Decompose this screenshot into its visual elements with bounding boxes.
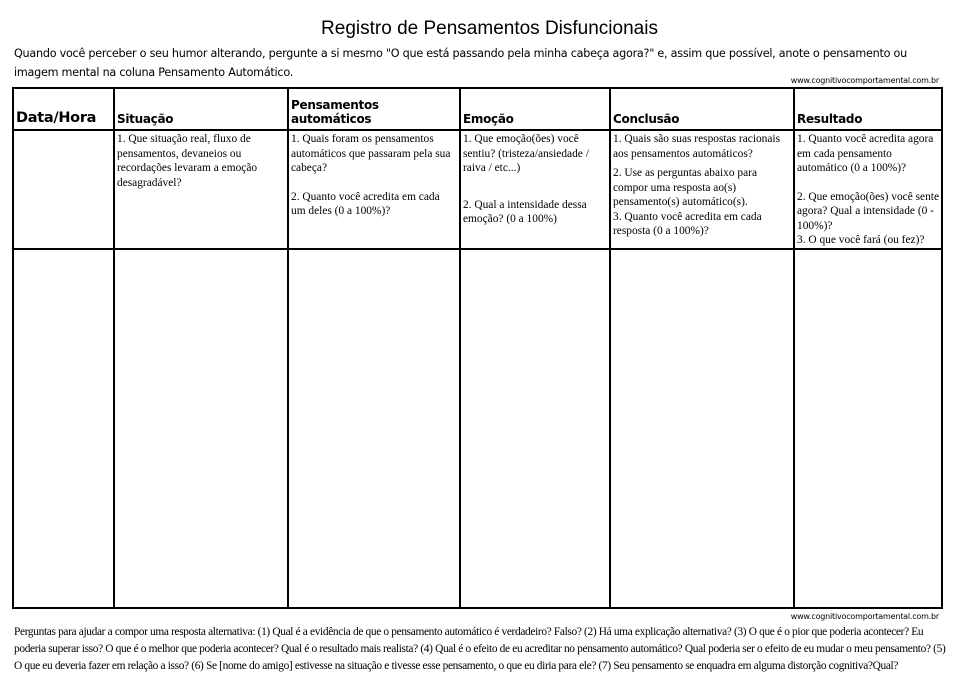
question: 2. Quanto você acredita em cada um deles (0 a 100%)? — [291, 190, 440, 217]
column-header-conclusao: Conclusão — [610, 88, 794, 130]
column-header-emocao: Emoção — [460, 88, 610, 130]
header-row — [13, 88, 942, 130]
website-url-bottom: www.cognitivocomportamental.com.br — [790, 612, 939, 621]
entry-cell-conclusao[interactable] — [610, 249, 794, 608]
entry-cell-emocao[interactable] — [460, 249, 610, 608]
question: 3. O que você fará (ou fez)? — [797, 234, 925, 246]
question: 2. Qual a intensidade dessa emoção? (0 a 100%) — [463, 198, 587, 225]
column-header-pensamentos: Pensamentos automáticos — [288, 88, 460, 130]
question: 3. Quanto você acredita em cada resposta (0 a 100%)? — [613, 210, 762, 237]
question: 1. Que emoção(ões) você sentiu? (tristeza/ansiedade / raiva / etc...) — [463, 133, 589, 174]
entry-cell-data-hora[interactable] — [13, 249, 114, 608]
thought-record-table — [12, 87, 943, 609]
question: 1. Quais são suas respostas racionais aos pensamentos automáticos? — [613, 133, 781, 160]
cell-situacao-guide — [114, 130, 288, 249]
column-header-data-hora: Data/Hora — [13, 88, 114, 130]
entry-cell-resultado[interactable] — [794, 249, 942, 608]
guide-questions-row — [13, 130, 942, 249]
cell-emocao-guide — [460, 130, 610, 249]
footer-questions: Perguntas para ajudar a compor uma resposta alternativa: (1) Qual é a evidência de que o pensamento automático é verdadeiro? Falso? (2) Há uma explicação alternativa? (3) O que é o pior que poderia acontecer? Eu poderia superar isso? O que é o melhor que poderia acontecer? Qual é o resultado mais realista? (4) Qual é o efeito de eu acreditar no pensamento automático? Qual poderia ser o efeito de eu mudar o meu pensamento? (5) O que eu deveria fazer em relação a isso? (6) Se [nome do amigo] estivesse na situação e tivesse esse pensamento, o que eu diria para ele? (7) Seu pensamento se enquadra em alguma distorção cognitiva?Qual? — [14, 626, 946, 672]
question: 1. Que situação real, fluxo de pensamentos, devaneios ou recordações levaram a emoção desagradável? — [117, 133, 258, 189]
cell-data-hora-guide — [13, 130, 114, 249]
cell-resultado-guide — [794, 130, 942, 249]
question: 1. Quais foram os pensamentos automáticos que passaram pela sua cabeça? — [291, 133, 451, 174]
entry-cell-pensamentos[interactable] — [288, 249, 460, 608]
page-title: Registro de Pensamentos Disfuncionais — [321, 18, 658, 39]
question: 1. Quanto você acredita agora em cada pensamento automático (0 a 100%)? — [797, 133, 934, 174]
column-header-resultado: Resultado — [794, 88, 942, 130]
column-header-situacao: Situação — [114, 88, 288, 130]
cell-pensamentos-guide — [288, 130, 460, 249]
entry-row — [13, 249, 942, 608]
website-url-top: www.cognitivocomportamental.com.br — [790, 76, 939, 85]
entry-cell-situacao[interactable] — [114, 249, 288, 608]
intro-instructions: Quando você perceber o seu humor alterando, pergunte a si mesmo "O que está passando pela minha cabeça agora?" e, assim que possível, anote o pensamento ou imagem mental na coluna Pensamento Automático. — [14, 47, 907, 79]
cell-conclusao-guide — [610, 130, 794, 249]
question: 2. Que emoção(ões) você sente agora? Qual a intensidade (0 - 100%)? — [797, 190, 940, 232]
question: 2. Use as perguntas abaixo para compor uma resposta ao(s) pensamento(s) automático(s). — [613, 167, 758, 208]
